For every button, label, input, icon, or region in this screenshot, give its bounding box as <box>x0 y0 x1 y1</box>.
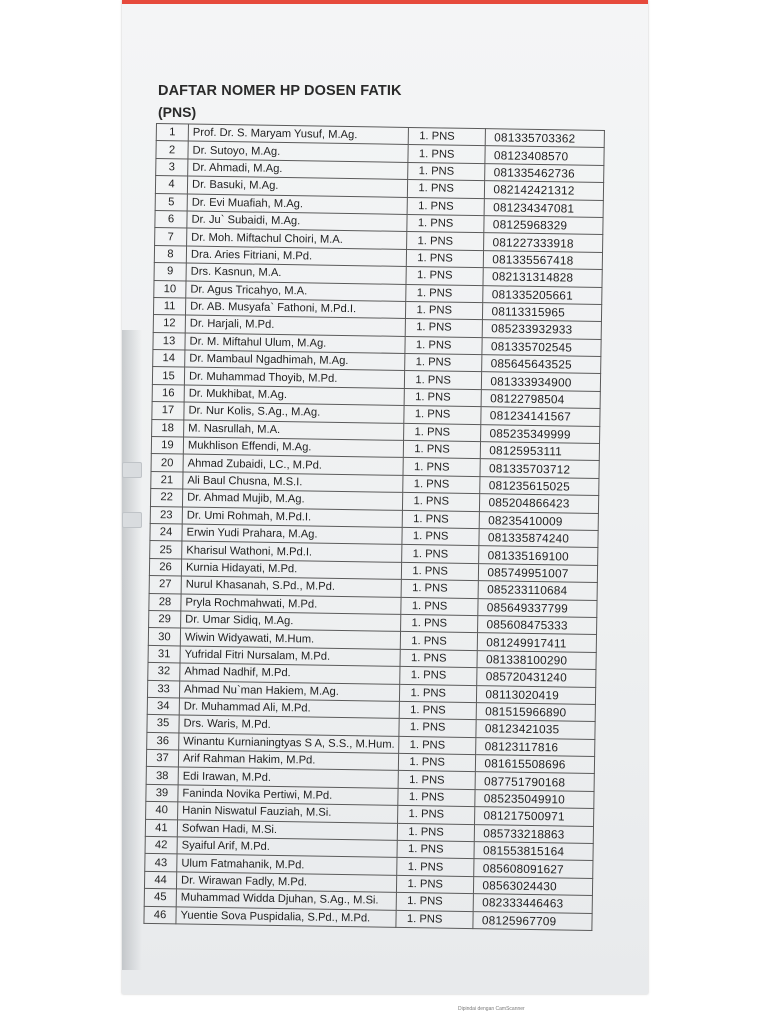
employment-status: 1. PNS <box>397 858 474 877</box>
lecturer-name: Winantu Kurnianingtyas S A, S.S., M.Hum. <box>179 733 400 754</box>
lecturer-name: Ahmad Nadhif, M.Pd. <box>180 663 401 684</box>
row-number: 27 <box>149 576 181 594</box>
row-number: 2 <box>156 141 188 159</box>
top-edge-strip <box>122 0 648 4</box>
phone-number: 081249917411 <box>478 633 597 652</box>
employment-status: 1. PNS <box>404 406 481 425</box>
phone-number: 081615508696 <box>476 755 595 774</box>
lecturer-name: Ali Baul Chusna, M.S.I. <box>183 472 404 493</box>
phone-number: 085233110684 <box>478 581 597 600</box>
phone-number: 081335169100 <box>479 546 598 565</box>
employment-status: 1. PNS <box>400 701 477 720</box>
employment-status: 1. PNS <box>398 806 475 825</box>
phone-number: 081234347081 <box>485 198 604 217</box>
lecturer-name: Kurnia Hidayati, M.Pd. <box>181 559 402 580</box>
row-number: 43 <box>145 854 177 872</box>
row-number: 21 <box>151 471 183 489</box>
lecturer-name: Nurul Khasanah, S.Pd., M.Pd. <box>181 576 402 597</box>
employment-status: 1. PNS <box>399 753 476 772</box>
binder-clip <box>122 512 142 528</box>
row-number: 37 <box>146 749 178 767</box>
phone-number: 082142421312 <box>485 181 604 200</box>
phone-number: 08125968329 <box>484 216 603 235</box>
row-number: 34 <box>147 697 179 715</box>
lecturer-name: Muhammad Widda Djuhan, S.Ag., M.Si. <box>176 889 397 910</box>
employment-status: 1. PNS <box>404 440 481 459</box>
lecturer-name: Dr. Nur Kolis, S.Ag., M.Ag. <box>184 402 405 423</box>
lecturer-name: Dr. Muhammad Ali, M.Pd. <box>179 698 400 719</box>
row-number: 17 <box>152 402 184 420</box>
row-number: 24 <box>150 523 182 541</box>
phone-number: 085235349999 <box>481 424 600 443</box>
phone-number: 081335703712 <box>480 459 599 478</box>
lecturer-name: Yufridal Fitri Nursalam, M.Pd. <box>180 646 401 667</box>
phone-number: 085233932933 <box>483 320 602 339</box>
row-number: 19 <box>151 437 183 455</box>
lecturer-name: Ahmad Zubaidi, LC., M.Pd. <box>183 454 404 475</box>
row-number: 26 <box>149 558 181 576</box>
employment-status: 1. PNS <box>406 284 483 303</box>
employment-status: 1. PNS <box>400 667 477 686</box>
row-number: 28 <box>149 593 181 611</box>
phone-number: 08125967709 <box>473 911 592 930</box>
lecturer-name: Ulum Fatmahanik, M.Pd. <box>177 854 398 875</box>
phone-number: 085204866423 <box>480 494 599 513</box>
table-body <box>144 124 605 931</box>
lecturer-name: Dr. AB. Musyafa` Fathoni, M.Pd.I. <box>185 298 406 319</box>
employment-status: 1. PNS <box>399 736 476 755</box>
employment-status: 1. PNS <box>407 232 484 251</box>
row-number: 14 <box>153 350 185 368</box>
phone-number: 081335703362 <box>486 129 605 148</box>
employment-status: 1. PNS <box>405 336 482 355</box>
lecturer-name: Dr. Ju` Subaidi, M.Ag. <box>187 211 408 232</box>
employment-status: 1. PNS <box>397 840 474 859</box>
lecturer-name: Dr. Mukhibat, M.Ag. <box>184 385 405 406</box>
row-number: 35 <box>147 715 179 733</box>
row-number: 30 <box>148 628 180 646</box>
phone-number: 081515966890 <box>477 703 596 722</box>
employment-status: 1. PNS <box>402 527 479 546</box>
row-number: 38 <box>146 767 178 785</box>
row-number: 5 <box>155 193 187 211</box>
row-number: 42 <box>145 836 177 854</box>
lecturer-name: Mukhlison Effendi, M.Ag. <box>183 437 404 458</box>
employment-status: 1. PNS <box>406 301 483 320</box>
employment-status: 1. PNS <box>401 632 478 651</box>
lecturer-name: Drs. Kasnun, M.A. <box>186 263 407 284</box>
document-title: DAFTAR NOMER HP DOSEN FATIK <box>158 83 402 99</box>
document-subtitle: (PNS) <box>158 104 197 120</box>
row-number: 23 <box>150 506 182 524</box>
row-number: 22 <box>150 489 182 507</box>
row-number: 8 <box>154 245 186 263</box>
employment-status: 1. PNS <box>405 388 482 407</box>
phone-number: 08235410009 <box>480 511 599 530</box>
lecturer-name: Pryla Rochmahwati, M.Pd. <box>181 593 402 614</box>
employment-status: 1. PNS <box>403 458 480 477</box>
lecturer-name: Edi Irawan, M.Pd. <box>178 767 399 788</box>
lecturer-name: Dr. Harjali, M.Pd. <box>185 315 406 336</box>
employment-status: 1. PNS <box>408 180 485 199</box>
row-number: 10 <box>154 280 186 298</box>
phone-number: 085749951007 <box>479 563 598 582</box>
row-number: 15 <box>152 367 184 385</box>
row-number: 12 <box>153 315 185 333</box>
lecturer-name: Dr. Umar Sidiq, M.Ag. <box>181 611 402 632</box>
phone-number: 081234141567 <box>481 407 600 426</box>
phone-number: 082333446463 <box>474 894 593 913</box>
row-number: 20 <box>151 454 183 472</box>
lecturer-name: Syaiful Arif, M.Pd. <box>177 837 398 858</box>
employment-status: 1. PNS <box>408 162 485 181</box>
lecturer-name: Dr. Ahmadi, M.Ag. <box>188 159 409 180</box>
phone-number: 081335702545 <box>482 337 601 356</box>
lecturer-name: Prof. Dr. S. Maryam Yusuf, M.Ag. <box>188 124 409 145</box>
lecturer-name: Dr. Wirawan Fadly, M.Pd. <box>176 872 397 893</box>
row-number: 25 <box>150 541 182 559</box>
row-number: 29 <box>149 610 181 628</box>
row-number: 13 <box>153 332 185 350</box>
phone-number: 081335205661 <box>483 285 602 304</box>
employment-status: 1. PNS <box>401 597 478 616</box>
employment-status: 1. PNS <box>402 545 479 564</box>
employment-status: 1. PNS <box>400 684 477 703</box>
row-number: 32 <box>148 663 180 681</box>
employment-status: 1. PNS <box>399 719 476 738</box>
employment-status: 1. PNS <box>403 510 480 529</box>
scanned-paper <box>122 0 648 994</box>
lecturer-name: Dr. Basuki, M.Ag. <box>187 176 408 197</box>
phone-number: 087751790168 <box>475 772 594 791</box>
phone-number: 08123117816 <box>476 737 595 756</box>
lecturer-name: Arif Rahman Hakim, M.Pd. <box>178 750 399 771</box>
phone-number: 081335462736 <box>485 163 604 182</box>
lecturer-name: Dr. Moh. Miftachul Choiri, M.A. <box>187 228 408 249</box>
row-number: 31 <box>148 645 180 663</box>
row-number: 40 <box>146 802 178 820</box>
lecturer-name: Dr. Muhammad Thoyib, M.Pd. <box>184 367 405 388</box>
employment-status: 1. PNS <box>398 823 475 842</box>
row-number: 11 <box>153 297 185 315</box>
lecturer-name: Dr. Sutoyo, M.Ag. <box>188 141 409 162</box>
phone-number: 081235615025 <box>480 476 599 495</box>
row-number: 6 <box>155 210 187 228</box>
lecturer-name: Dra. Aries Fitriani, M.Pd. <box>186 246 407 267</box>
phone-number: 082131314828 <box>483 268 602 287</box>
lecturer-name: Ahmad Nu`man Hakiem, M.Ag. <box>179 680 400 701</box>
lecturer-name: Wiwin Widyawati, M.Hum. <box>180 628 401 649</box>
phone-number: 085649337799 <box>478 598 597 617</box>
phone-number: 085720431240 <box>477 668 596 687</box>
row-number: 45 <box>144 889 176 907</box>
phone-number: 08123421035 <box>476 720 595 739</box>
employment-status: 1. PNS <box>402 580 479 599</box>
phone-number: 085608475333 <box>478 616 597 635</box>
employment-status: 1. PNS <box>405 371 482 390</box>
employment-status: 1. PNS <box>399 771 476 790</box>
employment-status: 1. PNS <box>406 319 483 338</box>
row-number: 7 <box>155 228 187 246</box>
phone-number: 081227333918 <box>484 233 603 252</box>
phone-number: 08113020419 <box>477 685 596 704</box>
shadow-band <box>122 330 142 970</box>
employment-status: 1. PNS <box>404 423 481 442</box>
phone-number: 081335874240 <box>479 529 598 548</box>
phone-number: 08113315965 <box>483 303 602 322</box>
lecturer-name: Sofwan Hadi, M.Si. <box>177 820 398 841</box>
employment-status: 1. PNS <box>406 267 483 286</box>
row-number: 46 <box>144 906 176 924</box>
row-number: 4 <box>155 176 187 194</box>
row-number: 39 <box>146 784 178 802</box>
lecturer-name: Dr. Ahmad Mujib, M.Ag. <box>182 489 403 510</box>
phone-number: 08563024430 <box>474 876 593 895</box>
phone-number: 085645643525 <box>482 355 601 374</box>
employment-status: 1. PNS <box>400 649 477 668</box>
binder-clip <box>122 462 142 478</box>
phone-number: 08125953111 <box>481 442 600 461</box>
lecturer-name: Faninda Novika Pertiwi, M.Pd. <box>178 785 399 806</box>
phone-number: 08122798504 <box>482 390 601 409</box>
employment-status: 1. PNS <box>407 249 484 268</box>
phone-number: 085733218863 <box>475 824 594 843</box>
row-number: 9 <box>154 263 186 281</box>
employment-status: 1. PNS <box>403 493 480 512</box>
lecturer-name: Dr. Umi Rohmah, M.Pd.I. <box>182 507 403 528</box>
employment-status: 1. PNS <box>405 354 482 373</box>
lecturer-name: Kharisul Wathoni, M.Pd.I. <box>182 541 403 562</box>
lecturer-phone-table <box>143 123 605 931</box>
phone-number: 081217500971 <box>475 807 594 826</box>
lecturer-name: M. Nasrullah, M.A. <box>184 420 405 441</box>
row-number: 1 <box>156 124 188 142</box>
row-number: 18 <box>152 419 184 437</box>
employment-status: 1. PNS <box>401 614 478 633</box>
employment-status: 1. PNS <box>396 910 473 929</box>
employment-status: 1. PNS <box>397 893 474 912</box>
employment-status: 1. PNS <box>403 475 480 494</box>
employment-status: 1. PNS <box>402 562 479 581</box>
lecturer-name: Hanin Niswatul Fauziah, M.Si. <box>178 802 399 823</box>
employment-status: 1. PNS <box>407 214 484 233</box>
employment-status: 1. PNS <box>397 875 474 894</box>
lecturer-name: Dr. Mambaul Ngadhimah, M.Ag. <box>185 350 406 371</box>
lecturer-name: Drs. Waris, M.Pd. <box>179 715 400 736</box>
phone-number: 081335567418 <box>484 250 603 269</box>
lecturer-name: Dr. Agus Tricahyo, M.A. <box>186 281 407 302</box>
row-number: 16 <box>152 384 184 402</box>
row-number: 36 <box>147 732 179 750</box>
lecturer-name: Dr. M. Miftahul Ulum, M.Ag. <box>185 333 406 354</box>
row-number: 33 <box>147 680 179 698</box>
employment-status: 1. PNS <box>408 145 485 164</box>
row-number: 41 <box>145 819 177 837</box>
lecturer-name: Erwin Yudi Prahara, M.Ag. <box>182 524 403 545</box>
phone-number: 081338100290 <box>477 650 596 669</box>
lecturer-name: Yuentie Sova Puspidalia, S.Pd., M.Pd. <box>176 906 397 927</box>
employment-status: 1. PNS <box>409 127 486 146</box>
phone-number: 085608091627 <box>474 859 593 878</box>
employment-status: 1. PNS <box>398 788 475 807</box>
row-number: 3 <box>156 158 188 176</box>
employment-status: 1. PNS <box>408 197 485 216</box>
lecturer-name: Dr. Evi Muafiah, M.Ag. <box>187 194 408 215</box>
row-number: 44 <box>144 871 176 889</box>
phone-number: 081333934900 <box>482 372 601 391</box>
phone-number: 08123408570 <box>485 146 604 165</box>
phone-number: 081553815164 <box>474 842 593 861</box>
phone-number: 085235049910 <box>475 789 594 808</box>
scanner-watermark: Dipindai dengan CamScanner <box>458 1006 525 1012</box>
